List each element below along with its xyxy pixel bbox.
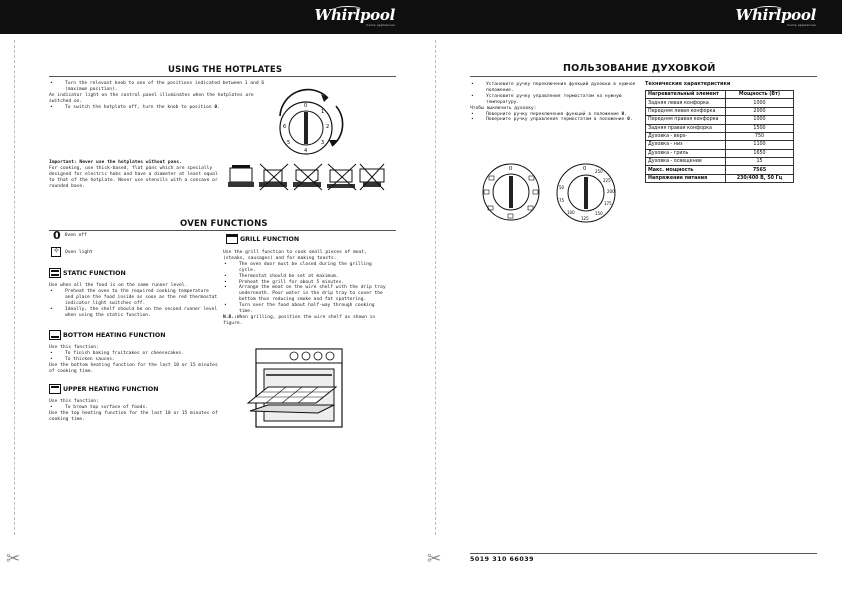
logo-tagline: home appliances: [366, 23, 395, 27]
knob-mark-2: 2: [326, 124, 330, 130]
upper-heating-text: Use this function: • To brown top surface of foods. Use the top heating function for the last 10 or 15 minutes of cooking time.: [49, 399, 219, 423]
static-function-text: Use when all the food is on the same runner level. • Preheat the oven to the required cooking temperature and place the food inside as soon as the red thermostat indicator light switches off. • Ideally, the shelf should be on the second runner level when using the static function.: [49, 283, 219, 318]
oven-light-row: [51, 247, 93, 257]
oven-off-label: Oven off: [64, 233, 87, 238]
right-page: [421, 0, 842, 595]
pan-illustrations: [226, 160, 386, 194]
whirlpool-logo: Whirlpool: [314, 6, 395, 24]
scissors-icon: ✂: [6, 549, 21, 569]
footer-code: 5019 310 66039: [470, 556, 534, 563]
table-row: Передняя левая конфорка 2000: [646, 107, 794, 115]
pan-wrong-concave-icon: [293, 164, 322, 190]
static-function-icon: [49, 268, 61, 278]
russian-title-rule: [470, 76, 817, 77]
table-row: Духовка - освещение 15: [646, 158, 794, 166]
hotplates-bullet-2: • To switch the hotplate off, turn the knob to position 0.: [49, 105, 267, 111]
oven-functions-rule: [49, 230, 396, 231]
table-row: Задняя правая конфорка 1500: [646, 124, 794, 132]
oven-off-symbol: 0: [53, 229, 61, 242]
svg-text:175: 175: [604, 201, 612, 206]
knob-grip: [304, 112, 308, 144]
important-heading: Important: Never use the hotplates without pans.: [49, 160, 182, 165]
pan-wrong-large-icon: [360, 164, 384, 190]
oven-light-label: Oven light: [65, 249, 93, 255]
knob-4: [326, 352, 334, 360]
whirlpool-logo-right: Whirlpool: [735, 6, 816, 24]
cut-line: [14, 40, 15, 535]
knob-3: [314, 352, 322, 360]
svg-text:225: 225: [603, 178, 611, 183]
knob-mark-6: 6: [283, 124, 287, 130]
knob-1: [290, 352, 298, 360]
svg-text:75: 75: [559, 198, 565, 203]
important-body: For cooking, use thick-based, flat pans which are specially designed for electric hobs and have a diameter at least equal to that of the hotplate. Never use utensils with a concave or rounded base.: [49, 165, 218, 189]
pan-wrong-raised-icon: [327, 164, 356, 190]
svg-text:50: 50: [559, 185, 565, 190]
grill-function-icon: [226, 234, 238, 244]
table-row: Духовка - верх- 750: [646, 132, 794, 140]
svg-text:100: 100: [567, 210, 575, 215]
logo-tagline-right: home appliances: [787, 23, 816, 27]
scissors-icon-right: ✂: [427, 549, 442, 569]
footer-rule: [470, 553, 817, 554]
cut-line-right: [435, 40, 436, 535]
function-selector-knob: [481, 162, 541, 222]
table-row: Духовка - низ 1100: [646, 141, 794, 149]
upper-heating-heading: UPPER HEATING FUNCTION: [49, 384, 158, 394]
bottom-heating-icon: [49, 330, 61, 340]
svg-text:0: 0: [509, 166, 513, 172]
bottom-heating-text: Use this function: • To finish baking fruitcakes or cheesecakes. • To thicken sauces. Use the bottom heating function for the last 10 or 15 minutes of cooking time.: [49, 345, 219, 375]
pan-correct-icon: [228, 165, 254, 187]
oven-grill-illustration: [246, 345, 356, 433]
oven-functions-title: OVEN FUNCTIONS: [180, 219, 268, 229]
russian-title: ПОЛЬЗОВАНИЕ ДУХОВКОЙ: [563, 63, 716, 74]
svg-text:125: 125: [581, 216, 589, 221]
svg-text:200: 200: [607, 189, 615, 194]
table-row: Духовка - гриль 1650: [646, 149, 794, 157]
knob-mark-4: 4: [304, 148, 308, 154]
grill-function-text: Use the grill function to cook small pieces of meat, (steaks, sausages) and for making toasts. • The oven door must be closed during the grilling cycle. • Thermostat should be set at maximum. • Preheat the grill for about 5 minutes. • Arrange the meat on the wire shelf with the drip tray underneath. Pour water in the drip tray to cover the bottom thus reducing smoke and fat spattering. • Turn over the food about half-way through cooking time. N.B.:When grilling, position the wire shelf as shown in figure.: [223, 250, 388, 327]
hotplates-title: USING THE HOTPLATES: [168, 65, 283, 75]
knob-mark-3: 3: [321, 140, 325, 146]
specs-header-row: Нагревательный элемент Мощность (Вт): [646, 91, 794, 99]
grill-function-heading: GRILL FUNCTION: [226, 234, 299, 244]
hotplates-indicator-text: An indicator light on the control panel illuminates when the hotplates are switched on.: [49, 92, 254, 104]
important-text: [49, 160, 219, 190]
hotplates-text: [49, 81, 267, 111]
knob-mark-5: 5: [287, 140, 291, 146]
header-bar: [0, 0, 421, 34]
pan-wrong-small-icon: [259, 164, 288, 190]
thermostat-knob: [555, 162, 617, 224]
svg-text:150: 150: [595, 211, 603, 216]
svg-text:0: 0: [583, 166, 587, 172]
knob-mark-1: 1: [321, 109, 325, 115]
oven-light-icon: [51, 247, 61, 257]
hotplates-bullet-1: • Turn the relevant knob to one of the positions indicated between 1 and 6 (maximum position).: [49, 81, 267, 93]
static-function-heading: STATIC FUNCTION: [49, 268, 126, 278]
header-bar-right: [421, 0, 842, 34]
knob-2: [302, 352, 310, 360]
upper-heating-icon: [49, 384, 61, 394]
specs-max-row: Макс. мощность 7565: [646, 166, 794, 174]
section-rule: [49, 76, 396, 77]
specs-table: [645, 90, 794, 183]
bottom-heating-heading: BOTTOM HEATING FUNCTION: [49, 330, 166, 340]
table-row: Задняя левая конфорка 1000: [646, 99, 794, 107]
specs-caption: Технические характеристики: [645, 81, 731, 87]
oven-off-row: [53, 229, 87, 242]
table-row: Передняя правая конфорка 1000: [646, 116, 794, 124]
specs-voltage-row: Напряжение питания 230/400 В, 50 Гц: [646, 174, 794, 182]
russian-instructions: • Установите ручку переключения функций духовки в нужное положение. • Установите ручку управления термостатом на нужную температуру. Чтобы выключить духовку: • Поверните ручку переключения функций в положение 0. • Поверните ручку управления термостатом в положение 0.: [470, 82, 638, 123]
svg-text:250: 250: [595, 169, 603, 174]
hotplate-knob-illustration: [258, 84, 358, 164]
knob-mark-0: 0: [304, 103, 308, 109]
